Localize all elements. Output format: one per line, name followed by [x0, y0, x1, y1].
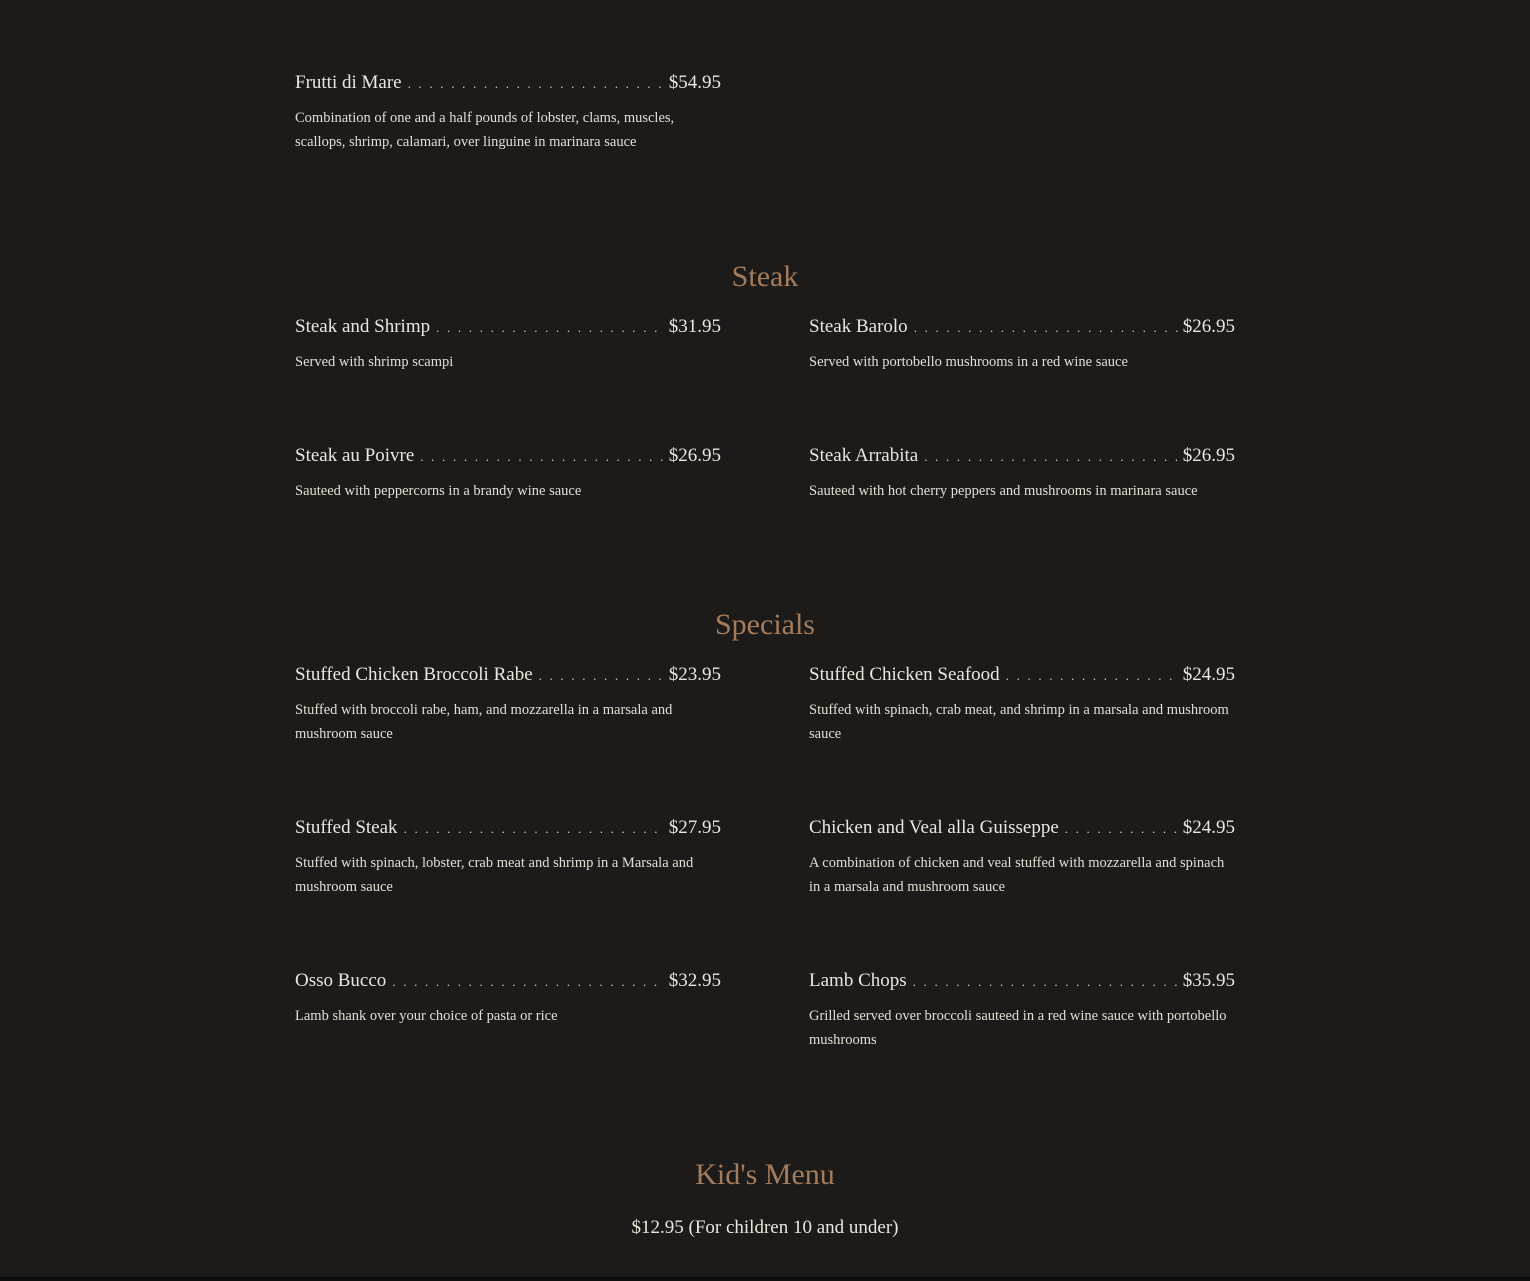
menu-item-price: $23.95: [668, 664, 721, 685]
menu-item-name: Steak Barolo: [809, 316, 908, 337]
menu-item-stuffed-chicken-seafood: [809, 663, 1235, 746]
menu-item-name: Chicken and Veal alla Guisseppe: [809, 817, 1059, 838]
menu-item-description: Served with portobello mushrooms in a red wine sauce: [809, 354, 1128, 370]
menu-item-name: Frutti di Mare: [295, 72, 402, 93]
menu-item-name: Steak and Shrimp: [295, 316, 431, 337]
dot-leader: [420, 445, 664, 469]
menu-item-price: $27.95: [668, 817, 721, 838]
menu-item-header: [295, 71, 721, 95]
menu-item-description: Lamb shank over your choice of pasta or rice: [295, 1008, 558, 1024]
menu-item-price: $32.95: [668, 970, 721, 991]
menu-item-price: $24.95: [1182, 817, 1235, 838]
section-title-steak: Steak: [731, 260, 799, 293]
menu-item-steak-barolo: [809, 315, 1235, 374]
menu-item-header: [295, 816, 721, 840]
menu-item-description: Sauteed with hot cherry peppers and mushrooms in marinara sauce: [809, 483, 1198, 499]
menu-item-price: $35.95: [1182, 970, 1235, 991]
menu-item-header: [295, 315, 721, 339]
section-title-kids-menu: Kid's Menu: [695, 1158, 835, 1191]
menu-item-steak-au-poivre: [295, 444, 721, 503]
menu-item-price: $54.95: [668, 72, 721, 93]
menu-item-description: A combination of chicken and veal stuffed with mozzarella and spinach in a marsala and mushroom sauce: [809, 855, 1225, 895]
menu-item-price: $26.95: [668, 445, 721, 466]
menu-item-header: [809, 444, 1235, 468]
menu-item-name: Osso Bucco: [295, 970, 387, 991]
dot-leader: [914, 316, 1179, 340]
dot-leader: [539, 664, 665, 688]
menu-item-name: Lamb Chops: [809, 970, 907, 991]
dot-leader: [924, 445, 1179, 469]
dot-leader: [408, 72, 665, 96]
menu-item-steak-arrabita: [809, 444, 1235, 503]
menu-item-description: Stuffed with spinach, lobster, crab meat and shrimp in a Marsala and mushroom sauce: [295, 855, 694, 895]
menu-item-name: Stuffed Chicken Seafood: [809, 664, 1000, 685]
dot-leader: [392, 970, 664, 994]
menu-item-price: $24.95: [1182, 664, 1235, 685]
dot-leader: [1065, 817, 1179, 841]
menu-item-price: $31.95: [668, 316, 721, 337]
menu-item-price: $26.95: [1182, 316, 1235, 337]
menu-item-description: Combination of one and a half pounds of lobster, clams, muscles, scallops, shrimp, calamari, over linguine in marinara sauce: [295, 110, 675, 150]
menu-item-description: Served with shrimp scampi: [295, 354, 454, 370]
menu-item-header: [809, 315, 1235, 339]
menu-item-header: [295, 663, 721, 687]
menu-item-osso-bucco: [295, 969, 721, 1028]
menu-item-description: Stuffed with spinach, crab meat, and shrimp in a marsala and mushroom sauce: [809, 702, 1229, 742]
menu-item-stuffed-steak: [295, 816, 721, 899]
page-bottom-edge: [0, 1277, 1530, 1281]
menu-item-stuffed-chicken-broccoli-rabe: [295, 663, 721, 746]
menu-item-header: [809, 663, 1235, 687]
menu-item-header: [809, 816, 1235, 840]
menu-item-frutti-di-mare: [295, 71, 721, 154]
menu-item-steak-and-shrimp: [295, 315, 721, 374]
menu-item-chicken-and-veal-alla-guisseppe: [809, 816, 1235, 899]
menu-item-name: Steak Arrabita: [809, 445, 919, 466]
menu-item-description: Stuffed with broccoli rabe, ham, and mozzarella in a marsala and mushroom sauce: [295, 702, 673, 742]
menu-item-name: Stuffed Steak: [295, 817, 398, 838]
menu-item-name: Stuffed Chicken Broccoli Rabe: [295, 664, 533, 685]
menu-item-header: [295, 444, 721, 468]
menu-item-price: $26.95: [1182, 445, 1235, 466]
menu-item-description: Grilled served over broccoli sauteed in a red wine sauce with portobello mushrooms: [809, 1008, 1227, 1048]
menu-item-lamb-chops: [809, 969, 1235, 1052]
dot-leader: [1006, 664, 1179, 688]
menu-item-header: [295, 969, 721, 993]
menu-item-description: Sauteed with peppercorns in a brandy wine sauce: [295, 483, 582, 499]
menu-item-header: [809, 969, 1235, 993]
dot-leader: [436, 316, 665, 340]
dot-leader: [404, 817, 665, 841]
menu-item-name: Steak au Poivre: [295, 445, 415, 466]
kids-menu-price: $12.95 (For children 10 and under): [631, 1217, 899, 1238]
dot-leader: [913, 970, 1179, 994]
section-title-specials: Specials: [715, 608, 815, 641]
